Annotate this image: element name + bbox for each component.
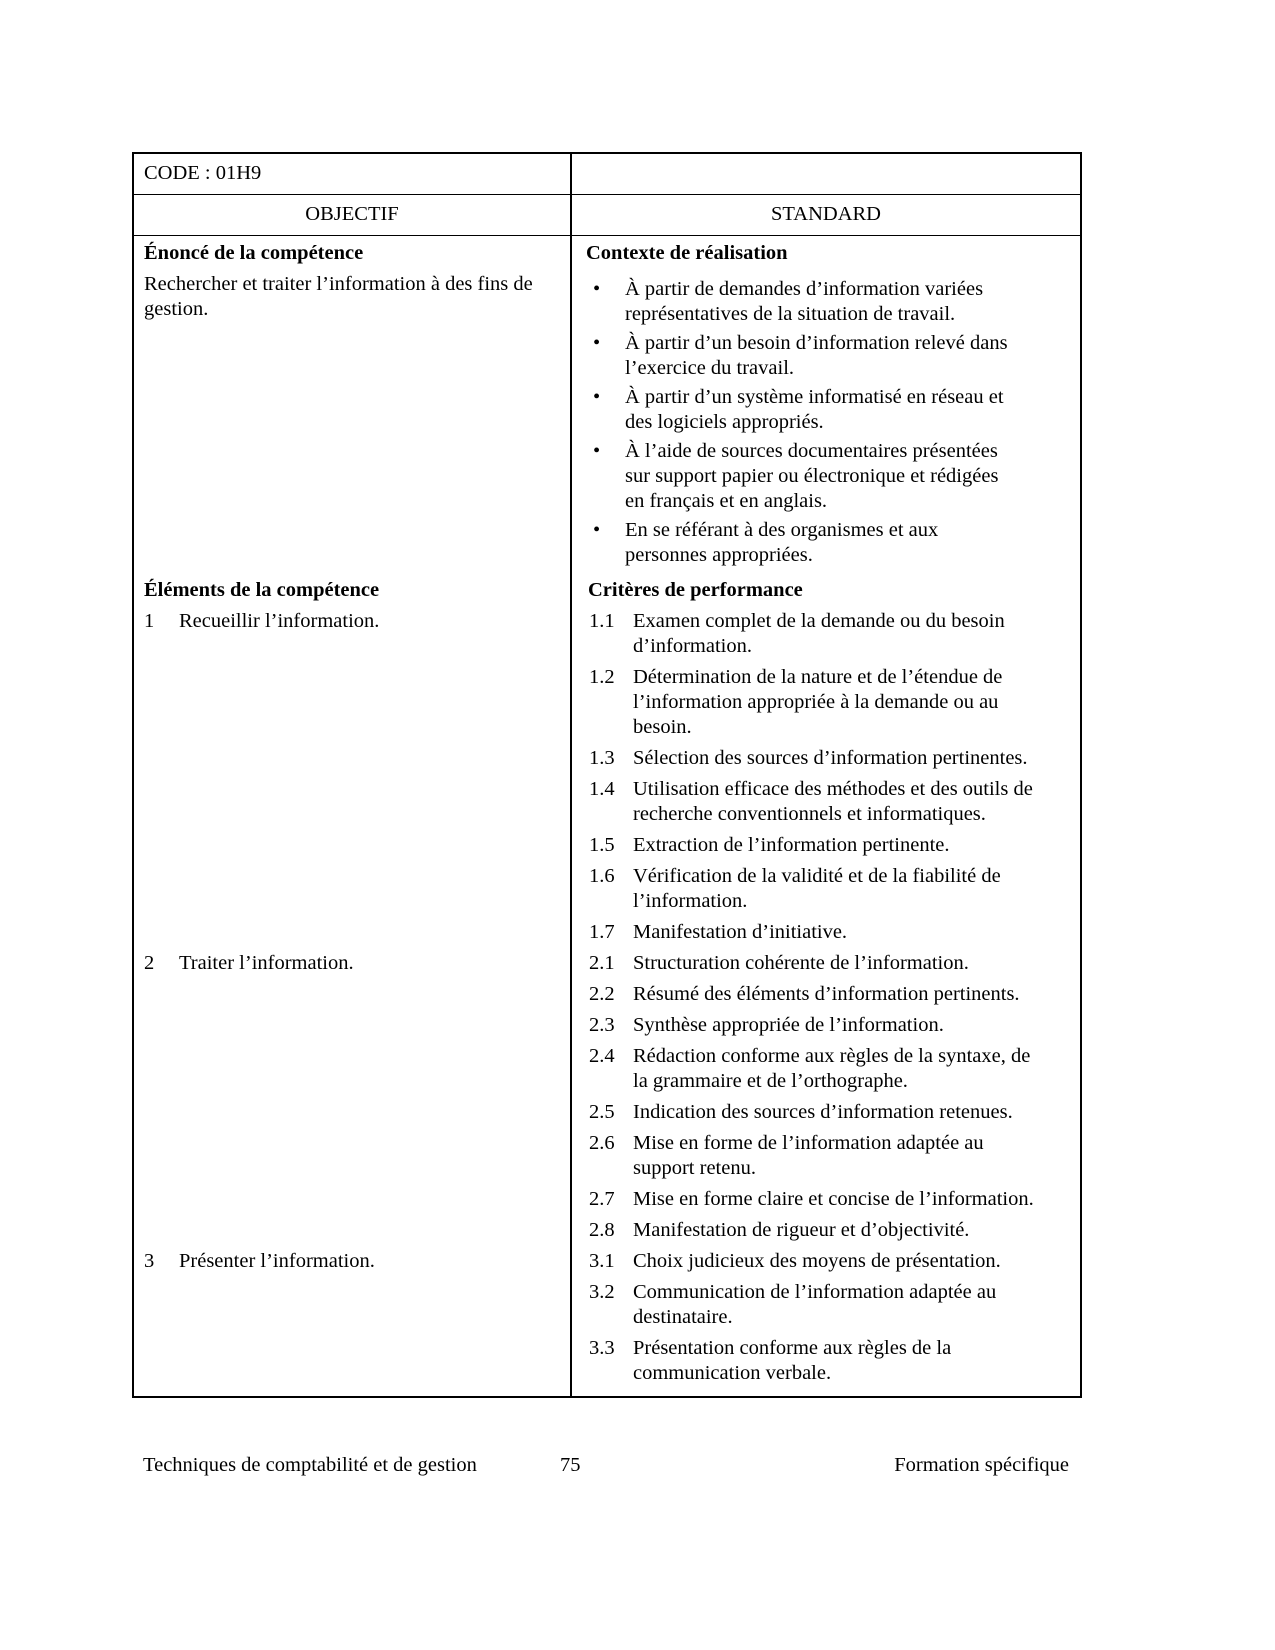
text-line: Rechercher et traiter l’information à des fins de — [144, 273, 533, 295]
elements-title: Éléments de la compétence — [144, 579, 380, 601]
element-label: Traiter l’information. — [179, 952, 354, 974]
text-line: À l’aide de sources documentaires présentées — [625, 440, 998, 462]
footer-page-number: 75 — [560, 1454, 581, 1476]
criterion-number: 3.1 — [589, 1250, 615, 1272]
text-line: personnes appropriées. — [625, 544, 813, 566]
text-line: Vérification de la validité et de la fiabilité de — [633, 865, 1001, 887]
text-line: Indication des sources d’information retenues. — [633, 1101, 1013, 1123]
text-line: Mise en forme claire et concise de l’information. — [633, 1188, 1034, 1210]
text-line: communication verbale. — [633, 1362, 832, 1384]
text-line: À partir d’un système informatisé en réseau et — [625, 386, 1004, 408]
text-line: Synthèse appropriée de l’information. — [633, 1014, 944, 1036]
criterion-number: 1.3 — [589, 747, 615, 769]
bullet-icon: • — [593, 332, 601, 354]
criterion-item — [586, 1044, 1070, 1094]
enonce-cell — [134, 236, 572, 578]
criterion-number: 2.6 — [589, 1132, 615, 1154]
criterion-item — [586, 746, 1070, 771]
contexte-bullet — [586, 331, 1070, 381]
criterion-number: 3.2 — [589, 1281, 615, 1303]
criterion-item — [586, 1336, 1070, 1386]
text-line: Extraction de l’information pertinente. — [633, 834, 950, 856]
text-line: des logiciels appropriés. — [625, 411, 824, 433]
criterion-item — [586, 833, 1070, 858]
contexte-bullet — [586, 277, 1070, 327]
contexte-bullet — [586, 385, 1070, 435]
criterion-item — [586, 665, 1070, 740]
criterion-item — [586, 1131, 1070, 1181]
enonce-text — [144, 272, 560, 322]
text-line: gestion. — [144, 298, 209, 320]
criterion-item — [586, 951, 1070, 976]
criterion-number: 2.4 — [589, 1045, 615, 1067]
text-line: l’information. — [633, 890, 748, 912]
criterion-item — [586, 1280, 1070, 1330]
contexte-bullet — [586, 518, 1070, 568]
text-line: À partir d’un besoin d’information relevé dans — [625, 332, 1008, 354]
text-line: Manifestation d’initiative. — [633, 921, 848, 943]
text-line: Manifestation de rigueur et d’objectivité. — [633, 1219, 970, 1241]
text-line: Résumé des éléments d’information pertinents. — [633, 983, 1020, 1005]
element-item — [144, 1249, 560, 1274]
text-line: Examen complet de la demande ou du besoin — [633, 610, 1005, 632]
text-line: l’exercice du travail. — [625, 357, 795, 379]
criterion-number: 3.3 — [589, 1337, 615, 1359]
elements-title-cell — [134, 578, 572, 609]
text-line: Sélection des sources d’information pertinentes. — [633, 747, 1028, 769]
criterion-number: 2.7 — [589, 1188, 615, 1210]
criteria-cell — [572, 1249, 1080, 1396]
criterion-item — [586, 982, 1070, 1007]
criterion-number: 1.1 — [589, 610, 615, 632]
text-line: support retenu. — [633, 1157, 756, 1179]
criterion-item — [586, 864, 1070, 914]
text-line: en français et en anglais. — [625, 490, 828, 512]
criterion-number: 2.5 — [589, 1101, 615, 1123]
text-line: représentatives de la situation de travail. — [625, 303, 956, 325]
criterion-item — [586, 1187, 1070, 1212]
element-cell — [134, 609, 572, 951]
code-row — [134, 154, 1080, 195]
text-line: Rédaction conforme aux règles de la syntaxe, de — [633, 1045, 1031, 1067]
element-item — [144, 609, 560, 634]
text-line: Présentation conforme aux règles de la — [633, 1337, 952, 1359]
text-line: destinataire. — [633, 1306, 733, 1328]
criterion-item — [586, 1249, 1070, 1274]
text-line: Choix judicieux des moyens de présentation. — [633, 1250, 1001, 1272]
contexte-title: Contexte de réalisation — [586, 242, 788, 264]
criterion-item — [586, 1218, 1070, 1243]
text-line: Utilisation efficace des méthodes et des outils de — [633, 778, 1033, 800]
text-line: Mise en forme de l’information adaptée au — [633, 1132, 984, 1154]
contexte-bullet — [586, 439, 1070, 514]
text-line: Communication de l’information adaptée au — [633, 1281, 997, 1303]
bullet-icon: • — [593, 278, 601, 300]
standard-header: STANDARD — [771, 203, 881, 225]
criterion-number: 1.7 — [589, 921, 615, 943]
criterion-number: 2.2 — [589, 983, 615, 1005]
bullet-icon: • — [593, 440, 601, 462]
table-body — [134, 236, 1080, 1396]
text-line: l’information appropriée à la demande ou au — [633, 691, 999, 713]
text-line: En se référant à des organismes et aux — [625, 519, 939, 541]
criteres-title-cell — [572, 578, 1080, 609]
criteres-title: Critères de performance — [588, 579, 803, 601]
text-line: besoin. — [633, 716, 692, 738]
text-line: sur support papier ou électronique et rédigées — [625, 465, 999, 487]
text-line: Structuration cohérente de l’information. — [633, 952, 969, 974]
code-empty-cell — [572, 154, 1080, 194]
criterion-number: 1.6 — [589, 865, 615, 887]
bullet-icon: • — [593, 519, 601, 541]
criteria-cell — [572, 951, 1080, 1249]
text-line: recherche conventionnels et informatiques. — [633, 803, 986, 825]
element-label: Recueillir l’information. — [179, 610, 380, 632]
element-number: 2 — [144, 952, 155, 974]
criterion-number: 2.1 — [589, 952, 615, 974]
criterion-item — [586, 609, 1070, 659]
contexte-cell — [572, 236, 1080, 578]
criterion-number: 1.4 — [589, 778, 615, 800]
element-number: 3 — [144, 1250, 155, 1272]
criterion-number: 1.5 — [589, 834, 615, 856]
element-cell — [134, 951, 572, 1249]
contexte-list — [586, 277, 1070, 568]
enonce-title: Énoncé de la compétence — [144, 242, 364, 264]
header-row — [134, 195, 1080, 236]
criterion-item — [586, 920, 1070, 945]
code-label: CODE : 01H9 — [134, 154, 572, 194]
competency-table — [132, 152, 1082, 1398]
criterion-item — [586, 1013, 1070, 1038]
footer-section: Formation spécifique — [894, 1454, 1069, 1476]
element-label: Présenter l’information. — [179, 1250, 375, 1272]
text-line: d’information. — [633, 635, 752, 657]
criterion-number: 1.2 — [589, 666, 615, 688]
footer-program: Techniques de comptabilité et de gestion — [143, 1454, 477, 1476]
text-line: À partir de demandes d’information variées — [625, 278, 984, 300]
criterion-number: 2.8 — [589, 1219, 615, 1241]
text-line: la grammaire et de l’orthographe. — [633, 1070, 908, 1092]
element-cell — [134, 1249, 572, 1396]
element-item — [144, 951, 560, 976]
objectif-header: OBJECTIF — [134, 195, 572, 235]
criteria-cell — [572, 609, 1080, 951]
text-line: Détermination de la nature et de l’étendue de — [633, 666, 1003, 688]
bullet-icon: • — [593, 386, 601, 408]
criterion-item — [586, 777, 1070, 827]
element-number: 1 — [144, 610, 155, 632]
criterion-item — [586, 1100, 1070, 1125]
criterion-number: 2.3 — [589, 1014, 615, 1036]
